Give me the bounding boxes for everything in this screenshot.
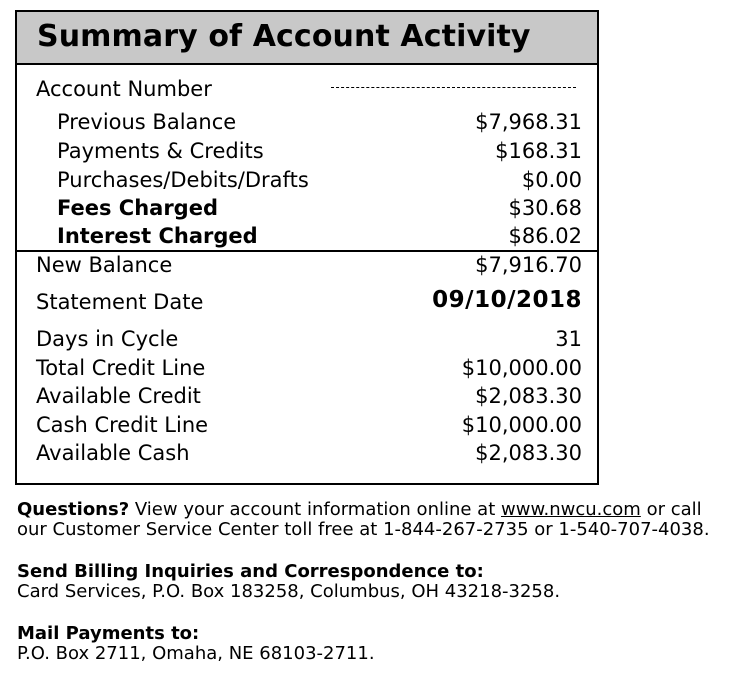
new-balance-label: New Balance xyxy=(36,253,173,277)
payments-credits-row xyxy=(17,139,597,167)
questions-heading: Questions? xyxy=(17,499,130,520)
billing-heading: Send Billing Inquiries and Correspondence to: xyxy=(17,561,484,582)
purchases-value: $0.00 xyxy=(521,168,582,192)
billing-address: Card Services, P.O. Box 183258, Columbus, OH 43218-3258. xyxy=(17,581,561,602)
billing-paragraph xyxy=(17,562,560,602)
account-number-label: Account Number xyxy=(36,77,212,101)
previous-balance-value: $7,968.31 xyxy=(475,110,582,134)
fees-charged-row xyxy=(17,196,597,224)
available-credit-row xyxy=(17,384,597,412)
summary-header xyxy=(17,12,597,65)
payments-credits-label: Payments & Credits xyxy=(57,139,264,163)
account-number-placeholder xyxy=(331,87,576,88)
fees-charged-value: $30.68 xyxy=(508,196,582,220)
days-in-cycle-label: Days in Cycle xyxy=(36,327,179,351)
days-in-cycle-row xyxy=(17,327,597,355)
fees-charged-label: Fees Charged xyxy=(57,196,218,220)
interest-charged-value: $86.02 xyxy=(508,224,582,248)
cash-credit-line-label: Cash Credit Line xyxy=(36,413,209,437)
payments-paragraph xyxy=(17,624,375,664)
website-link[interactable]: www.nwcu.com xyxy=(501,499,641,520)
available-cash-label: Available Cash xyxy=(36,441,190,465)
questions-line-1 xyxy=(17,500,710,520)
purchases-label: Purchases/Debits/Drafts xyxy=(57,168,309,192)
cash-credit-line-value: $10,000.00 xyxy=(461,413,582,437)
total-credit-line-row xyxy=(17,356,597,384)
statement-date-label: Statement Date xyxy=(36,290,204,314)
questions-text-2: or call xyxy=(640,499,702,520)
interest-charged-row xyxy=(17,224,597,252)
questions-text-1: View your account information online at xyxy=(129,499,501,520)
interest-charged-label: Interest Charged xyxy=(57,224,258,248)
available-cash-row xyxy=(17,441,597,469)
total-credit-line-label: Total Credit Line xyxy=(36,356,206,380)
account-number-row xyxy=(17,77,597,105)
days-in-cycle-value: 31 xyxy=(555,327,582,351)
total-credit-line-value: $10,000.00 xyxy=(461,356,582,380)
new-balance-value: $7,916.70 xyxy=(475,253,582,277)
available-credit-label: Available Credit xyxy=(36,384,201,408)
payments-heading: Mail Payments to: xyxy=(17,623,200,644)
questions-paragraph xyxy=(17,500,710,540)
available-credit-value: $2,083.30 xyxy=(475,384,582,408)
questions-line-2: our Customer Service Center toll free at 1-844-267-2735 or 1-540-707-4038. xyxy=(17,519,710,540)
summary-title: Summary of Account Activity xyxy=(37,19,531,54)
available-cash-value: $2,083.30 xyxy=(475,441,582,465)
previous-balance-row xyxy=(17,110,597,138)
previous-balance-label: Previous Balance xyxy=(57,110,237,134)
payments-credits-value: $168.31 xyxy=(495,139,582,163)
total-divider xyxy=(17,250,597,252)
cash-credit-line-row xyxy=(17,413,597,441)
account-summary-box xyxy=(15,10,599,485)
statement-date-row xyxy=(17,287,597,318)
payments-address: P.O. Box 2711, Omaha, NE 68103-2711. xyxy=(17,643,375,664)
statement-date-value: 09/10/2018 xyxy=(432,287,582,313)
new-balance-row xyxy=(17,253,597,281)
purchases-row xyxy=(17,168,597,196)
